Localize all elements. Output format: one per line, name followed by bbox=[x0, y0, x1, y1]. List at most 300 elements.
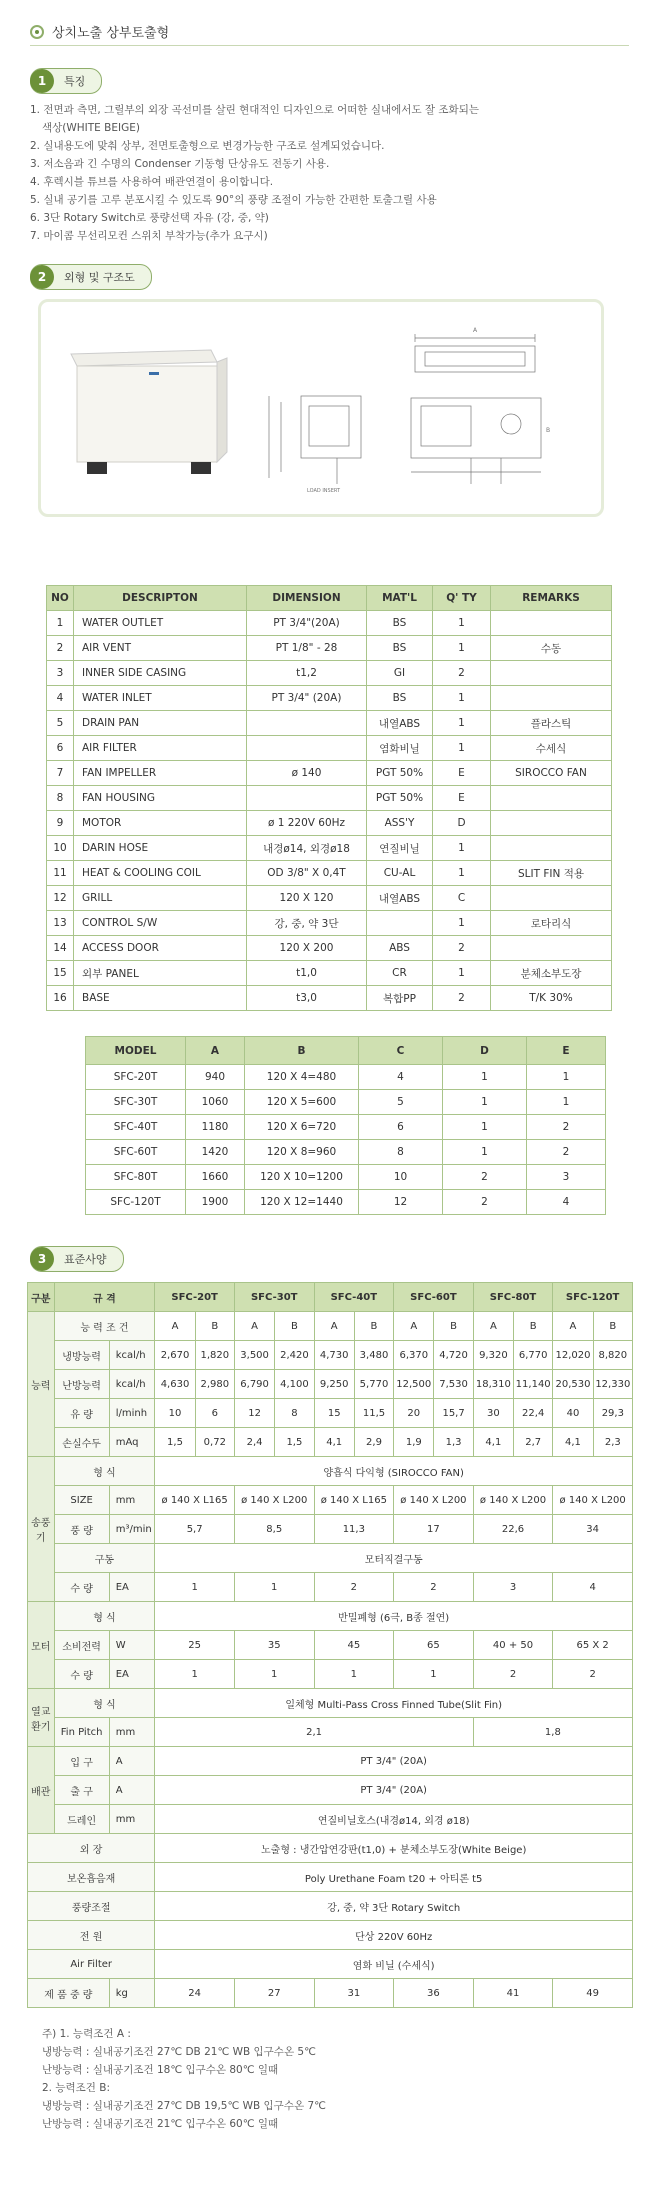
table-cell: 제 품 중 량 bbox=[28, 1979, 110, 2008]
table-cell: 6,790 bbox=[234, 1370, 274, 1399]
table-cell: GI bbox=[367, 661, 433, 686]
table-cell: 120 X 10=1200 bbox=[245, 1165, 359, 1190]
table-cell: 11,140 bbox=[514, 1370, 553, 1399]
table-cell: ø 1 220V 60Hz bbox=[247, 811, 367, 836]
table-cell: 형 식 bbox=[54, 1457, 155, 1486]
product-photo bbox=[71, 350, 227, 474]
table-cell: 15 bbox=[47, 961, 74, 986]
table-row bbox=[47, 761, 612, 786]
table-row bbox=[28, 1921, 633, 1950]
table-cell: Poly Urethane Foam t20 + 아티론 t5 bbox=[155, 1863, 633, 1892]
table-cell: 11,3 bbox=[314, 1515, 394, 1544]
table-row bbox=[28, 1863, 633, 1892]
column-header: Q' TY bbox=[433, 586, 491, 611]
table-cell: 16 bbox=[47, 986, 74, 1011]
table-cell: 17 bbox=[394, 1515, 474, 1544]
table-row bbox=[28, 1544, 633, 1573]
table-cell: 3 bbox=[47, 661, 74, 686]
table-cell: PT 3/4" (20A) bbox=[155, 1776, 633, 1805]
table-cell: BASE bbox=[74, 986, 247, 1011]
table-cell: 1 bbox=[443, 1140, 527, 1165]
column-header: B bbox=[245, 1037, 359, 1065]
table-cell: BS bbox=[367, 636, 433, 661]
table-cell: 2,670 bbox=[155, 1341, 195, 1370]
table-cell: B bbox=[275, 1312, 314, 1341]
table-cell: 소비전력 bbox=[54, 1631, 109, 1660]
table-cell: B bbox=[514, 1312, 553, 1341]
table-cell: 수동 bbox=[491, 636, 612, 661]
table-cell: 30 bbox=[473, 1399, 513, 1428]
table-cell: 수 량 bbox=[54, 1573, 109, 1602]
table-cell: 냉방능력 bbox=[54, 1341, 109, 1370]
note-line: 2. 능력조건 B: bbox=[42, 2082, 111, 2094]
table-cell: 2,1 bbox=[155, 1718, 473, 1747]
table-cell: 4 bbox=[47, 686, 74, 711]
table-row bbox=[28, 1515, 633, 1544]
table-cell: EA bbox=[109, 1660, 155, 1689]
table-cell: 양흡식 다익형 (SIROCCO FAN) bbox=[155, 1457, 633, 1486]
section-label: 외형 및 구조도 bbox=[64, 271, 135, 284]
table-row bbox=[28, 1341, 633, 1370]
table-cell: l/minh bbox=[109, 1399, 155, 1428]
table-cell: 65 bbox=[394, 1631, 474, 1660]
table-cell: PT 3/4"(20A) bbox=[247, 611, 367, 636]
table-cell: 9,320 bbox=[473, 1341, 513, 1370]
drawing-label-b: B bbox=[546, 427, 551, 434]
table-cell: 0,72 bbox=[195, 1428, 234, 1457]
table-cell: ø 140 bbox=[247, 761, 367, 786]
table-row bbox=[28, 1602, 633, 1631]
table-cell: BS bbox=[367, 686, 433, 711]
table-row bbox=[28, 1892, 633, 1921]
table-cell: WATER INLET bbox=[74, 686, 247, 711]
column-header: A bbox=[186, 1037, 245, 1065]
table-cell: ø 140 X L200 bbox=[553, 1486, 633, 1515]
table-row bbox=[28, 1399, 633, 1428]
note-line: 난방능력 : 실내공기조건 21℃ 입구수온 60℃ 일때 bbox=[42, 2118, 279, 2130]
drawing-label-a: A bbox=[473, 327, 478, 334]
table-cell: 1660 bbox=[186, 1165, 245, 1190]
table-row bbox=[47, 961, 612, 986]
table-row bbox=[47, 811, 612, 836]
table-cell: 12,330 bbox=[593, 1370, 632, 1399]
table-cell: 1 bbox=[433, 736, 491, 761]
table-row bbox=[28, 1283, 633, 1312]
table-cell: 10 bbox=[47, 836, 74, 861]
table-row bbox=[28, 1312, 633, 1341]
table-row bbox=[28, 1834, 633, 1863]
table-cell: 6 bbox=[47, 736, 74, 761]
table-cell: 10 bbox=[359, 1165, 443, 1190]
table-row bbox=[47, 986, 612, 1011]
column-header: DESCRIPTON bbox=[74, 586, 247, 611]
table-cell: 12 bbox=[234, 1399, 274, 1428]
table-cell: 구동 bbox=[54, 1544, 155, 1573]
section-drawing-heading bbox=[30, 264, 152, 290]
bullet-icon bbox=[30, 25, 44, 39]
table-cell: 1,820 bbox=[195, 1341, 234, 1370]
table-cell: SLIT FIN 적용 bbox=[491, 861, 612, 886]
table-cell: 1 bbox=[314, 1660, 394, 1689]
table-cell: 18,310 bbox=[473, 1370, 513, 1399]
table-cell: 35 bbox=[234, 1631, 314, 1660]
table-cell: 모터직결구동 bbox=[155, 1544, 633, 1573]
table-cell: t1,2 bbox=[247, 661, 367, 686]
table-cell: 4 bbox=[553, 1573, 633, 1602]
table-cell: E bbox=[433, 786, 491, 811]
table-cell: 41 bbox=[473, 1979, 553, 2008]
table-cell: 수세식 bbox=[491, 736, 612, 761]
table-cell: 보온흡음재 bbox=[28, 1863, 155, 1892]
table-cell: 2 bbox=[473, 1660, 553, 1689]
table-cell: 분체소부도장 bbox=[491, 961, 612, 986]
table-cell: 3,500 bbox=[234, 1341, 274, 1370]
table-cell: A bbox=[394, 1312, 434, 1341]
table-row bbox=[28, 1776, 633, 1805]
features-list bbox=[30, 101, 630, 245]
table-cell bbox=[491, 611, 612, 636]
table-cell: 6 bbox=[195, 1399, 234, 1428]
table-cell: 12 bbox=[47, 886, 74, 911]
table-cell: CONTROL S/W bbox=[74, 911, 247, 936]
table-cell: 13 bbox=[47, 911, 74, 936]
page-title-text: 상치노출 상부토출형 bbox=[52, 26, 170, 41]
table-cell: 1,8 bbox=[473, 1718, 632, 1747]
table-cell: INNER SIDE CASING bbox=[74, 661, 247, 686]
table-cell: kcal/h bbox=[109, 1370, 155, 1399]
table-row bbox=[47, 711, 612, 736]
table-cell: 15,7 bbox=[434, 1399, 473, 1428]
table-cell: C bbox=[433, 886, 491, 911]
unit-illustration bbox=[41, 302, 601, 514]
table-cell: 일체형 Multi-Pass Cross Finned Tube(Slit Fin) bbox=[155, 1689, 633, 1718]
table-cell bbox=[247, 786, 367, 811]
table-cell: 12 bbox=[359, 1190, 443, 1215]
table-cell bbox=[247, 711, 367, 736]
column-header: 규 격 bbox=[54, 1283, 155, 1312]
table-cell: SIROCCO FAN bbox=[491, 761, 612, 786]
table-cell: ABS bbox=[367, 936, 433, 961]
table-cell: T/K 30% bbox=[491, 986, 612, 1011]
table-row bbox=[28, 1660, 633, 1689]
table-cell: 2 bbox=[394, 1573, 474, 1602]
table-cell: 외 장 bbox=[28, 1834, 155, 1863]
table-cell: 24 bbox=[155, 1979, 235, 2008]
table-row bbox=[47, 836, 612, 861]
table-cell: 120 X 5=600 bbox=[245, 1090, 359, 1115]
table-row bbox=[28, 1805, 633, 1834]
table-cell: kg bbox=[109, 1979, 155, 2008]
table-cell: 1 bbox=[155, 1660, 235, 1689]
table-cell: 120 X 120 bbox=[247, 886, 367, 911]
table-cell: 8 bbox=[275, 1399, 314, 1428]
table-cell: ø 140 X L200 bbox=[394, 1486, 474, 1515]
page-title bbox=[30, 22, 169, 41]
section-features-heading bbox=[30, 68, 102, 94]
table-cell: 1180 bbox=[186, 1115, 245, 1140]
feature-item: 1. 전면과 측면, 그릴부의 외장 곡선미를 살린 현대적인 디자인으로 어떠한 실내에서도 잘 조화되는 bbox=[30, 104, 479, 116]
table-cell: 4,1 bbox=[473, 1428, 513, 1457]
table-cell: 반밀폐형 (6극, B종 절연) bbox=[155, 1602, 633, 1631]
table-cell: 1 bbox=[443, 1090, 527, 1115]
drawing-panel bbox=[38, 299, 604, 517]
table-cell: 12,500 bbox=[394, 1370, 434, 1399]
table-cell: 1,5 bbox=[275, 1428, 314, 1457]
table-cell: SFC-60T bbox=[86, 1140, 186, 1165]
table-cell: 1 bbox=[433, 861, 491, 886]
table-cell: GRILL bbox=[74, 886, 247, 911]
table-cell: 45 bbox=[314, 1631, 394, 1660]
table-cell: ø 140 X L165 bbox=[314, 1486, 394, 1515]
table-cell: 40 bbox=[553, 1399, 593, 1428]
table-cell: DARIN HOSE bbox=[74, 836, 247, 861]
parts-table bbox=[46, 585, 612, 1011]
table-cell: ASS'Y bbox=[367, 811, 433, 836]
table-cell: 1 bbox=[234, 1573, 314, 1602]
table-cell: 2,9 bbox=[354, 1428, 393, 1457]
table-cell: 6 bbox=[359, 1115, 443, 1140]
table-cell: 2,980 bbox=[195, 1370, 234, 1399]
table-cell: 120 X 8=960 bbox=[245, 1140, 359, 1165]
table-cell: A bbox=[553, 1312, 593, 1341]
table-row bbox=[47, 661, 612, 686]
table-cell: A bbox=[234, 1312, 274, 1341]
column-header: C bbox=[359, 1037, 443, 1065]
table-cell: 단상 220V 60Hz bbox=[155, 1921, 633, 1950]
table-row bbox=[47, 686, 612, 711]
table-cell: D bbox=[433, 811, 491, 836]
group-label: 능력 bbox=[28, 1312, 55, 1457]
table-cell: 4,730 bbox=[314, 1341, 354, 1370]
table-cell: ø 140 X L200 bbox=[473, 1486, 553, 1515]
table-cell: 10 bbox=[155, 1399, 195, 1428]
table-cell: 2,3 bbox=[593, 1428, 632, 1457]
table-cell: SIZE bbox=[54, 1486, 109, 1515]
table-cell: 1 bbox=[433, 961, 491, 986]
table-cell: 2 bbox=[47, 636, 74, 661]
table-cell: SFC-40T bbox=[86, 1115, 186, 1140]
table-row bbox=[28, 1979, 633, 2008]
table-cell: 4,720 bbox=[434, 1341, 473, 1370]
table-cell: B bbox=[354, 1312, 393, 1341]
divider bbox=[30, 45, 629, 46]
table-cell: 1 bbox=[433, 611, 491, 636]
column-header: E bbox=[527, 1037, 606, 1065]
table-cell: AIR FILTER bbox=[74, 736, 247, 761]
table-row bbox=[28, 1747, 633, 1776]
table-cell: 4 bbox=[359, 1065, 443, 1090]
table-cell: 2 bbox=[433, 986, 491, 1011]
table-cell: 유 량 bbox=[54, 1399, 109, 1428]
table-cell: 4,630 bbox=[155, 1370, 195, 1399]
table-cell bbox=[491, 661, 612, 686]
table-cell: 5 bbox=[359, 1090, 443, 1115]
table-cell: B bbox=[434, 1312, 473, 1341]
table-cell: CU-AL bbox=[367, 861, 433, 886]
table-cell: 1,9 bbox=[394, 1428, 434, 1457]
group-label: 모터 bbox=[28, 1602, 55, 1689]
table-cell: 3 bbox=[527, 1165, 606, 1190]
feature-item: 4. 후렉시블 튜브를 사용하여 배관연결이 용이합니다. bbox=[30, 176, 274, 188]
table-cell: 1 bbox=[433, 711, 491, 736]
table-cell: 1 bbox=[47, 611, 74, 636]
table-cell: 65 X 2 bbox=[553, 1631, 633, 1660]
table-cell: 22,6 bbox=[473, 1515, 553, 1544]
table-cell: SFC-20T bbox=[86, 1065, 186, 1090]
table-cell bbox=[247, 736, 367, 761]
table-cell: t1,0 bbox=[247, 961, 367, 986]
column-header: SFC-60T bbox=[394, 1283, 474, 1312]
table-cell: 풍량조절 bbox=[28, 1892, 155, 1921]
table-cell: Fin Pitch bbox=[54, 1718, 109, 1747]
table-row bbox=[86, 1115, 606, 1140]
table-cell: E bbox=[433, 761, 491, 786]
column-header: REMARKS bbox=[491, 586, 612, 611]
table-cell: 7,530 bbox=[434, 1370, 473, 1399]
table-cell: 연질비닐호스(내경ø14, 외경 ø18) bbox=[155, 1805, 633, 1834]
table-row bbox=[28, 1370, 633, 1399]
table-cell: 1 bbox=[443, 1065, 527, 1090]
table-cell: 36 bbox=[394, 1979, 474, 2008]
table-cell: EA bbox=[109, 1573, 155, 1602]
table-row bbox=[28, 1457, 633, 1486]
table-cell: 940 bbox=[186, 1065, 245, 1090]
table-cell: 4,1 bbox=[314, 1428, 354, 1457]
table-cell: 강, 중, 약 3단 bbox=[247, 911, 367, 936]
table-row bbox=[28, 1689, 633, 1718]
table-cell: 9,250 bbox=[314, 1370, 354, 1399]
table-cell: 형 식 bbox=[54, 1689, 155, 1718]
table-cell: CR bbox=[367, 961, 433, 986]
feature-item: 6. 3단 Rotary Switch로 풍량선택 자유 (강, 중, 약) bbox=[30, 212, 269, 224]
table-cell bbox=[491, 686, 612, 711]
table-row bbox=[47, 736, 612, 761]
table-header-row bbox=[86, 1037, 606, 1065]
table-cell: 1 bbox=[433, 836, 491, 861]
table-cell: 플라스틱 bbox=[491, 711, 612, 736]
table-cell: 6,370 bbox=[394, 1341, 434, 1370]
model-table bbox=[85, 1036, 606, 1215]
table-cell: 8 bbox=[359, 1140, 443, 1165]
table-cell: 1 bbox=[234, 1660, 314, 1689]
table-cell: 2 bbox=[527, 1140, 606, 1165]
table-cell: 외부 PANEL bbox=[74, 961, 247, 986]
feature-item: 색상(WHITE BEIGE) bbox=[42, 122, 140, 134]
table-cell: FAN IMPELLER bbox=[74, 761, 247, 786]
section-spec-heading bbox=[30, 1246, 124, 1272]
table-cell bbox=[491, 936, 612, 961]
table-cell: 연질비닐 bbox=[367, 836, 433, 861]
table-row bbox=[86, 1065, 606, 1090]
feature-item: 2. 실내용도에 맞춰 상부, 전면토출형으로 변경가능한 구조로 설계되었습니다. bbox=[30, 140, 385, 152]
table-cell: mm bbox=[109, 1805, 155, 1834]
table-cell: WATER OUTLET bbox=[74, 611, 247, 636]
note-line: 난방능력 : 실내공기조건 18℃ 입구수온 80℃ 일때 bbox=[42, 2064, 279, 2076]
table-cell: 15 bbox=[314, 1399, 354, 1428]
table-cell: PT 3/4" (20A) bbox=[155, 1747, 633, 1776]
table-row bbox=[47, 786, 612, 811]
table-cell: 2 bbox=[527, 1115, 606, 1140]
table-cell: PT 1/8" - 28 bbox=[247, 636, 367, 661]
section-number: 2 bbox=[30, 265, 54, 289]
table-cell: mm bbox=[109, 1486, 155, 1515]
table-cell: 1420 bbox=[186, 1140, 245, 1165]
table-cell: m³/min bbox=[109, 1515, 155, 1544]
table-cell bbox=[491, 836, 612, 861]
table-cell: 4,1 bbox=[553, 1428, 593, 1457]
table-cell: ACCESS DOOR bbox=[74, 936, 247, 961]
table-cell: 11,5 bbox=[354, 1399, 393, 1428]
table-cell: 20 bbox=[394, 1399, 434, 1428]
table-cell: W bbox=[109, 1631, 155, 1660]
table-cell: 입 구 bbox=[54, 1747, 109, 1776]
table-cell: 11 bbox=[47, 861, 74, 886]
table-cell: ø 140 X L165 bbox=[155, 1486, 235, 1515]
table-cell: FAN HOUSING bbox=[74, 786, 247, 811]
table-cell: AIR VENT bbox=[74, 636, 247, 661]
group-label: 열교환기 bbox=[28, 1689, 55, 1747]
table-cell: 능 력 조 건 bbox=[54, 1312, 155, 1341]
table-cell: A bbox=[109, 1776, 155, 1805]
table-row bbox=[28, 1573, 633, 1602]
table-cell: 4,100 bbox=[275, 1370, 314, 1399]
table-cell: 120 X 6=720 bbox=[245, 1115, 359, 1140]
spec-table bbox=[27, 1282, 633, 2008]
table-cell: 출 구 bbox=[54, 1776, 109, 1805]
table-cell: 염화비닐 bbox=[367, 736, 433, 761]
table-cell: 강, 중, 약 3단 Rotary Switch bbox=[155, 1892, 633, 1921]
table-row bbox=[28, 1486, 633, 1515]
table-cell: 1 bbox=[433, 686, 491, 711]
table-cell: 1 bbox=[394, 1660, 474, 1689]
table-cell: 손실수두 bbox=[54, 1428, 109, 1457]
table-cell: 드레인 bbox=[54, 1805, 109, 1834]
table-cell: MOTOR bbox=[74, 811, 247, 836]
table-cell: OD 3/8" X 0,4T bbox=[247, 861, 367, 886]
table-cell: 9 bbox=[47, 811, 74, 836]
table-cell: 12,020 bbox=[553, 1341, 593, 1370]
section-label: 표준사양 bbox=[64, 1253, 107, 1266]
table-cell: 1 bbox=[527, 1065, 606, 1090]
table-cell: ø 140 X L200 bbox=[234, 1486, 314, 1515]
group-label: 송풍기 bbox=[28, 1457, 55, 1602]
table-cell: 2 bbox=[433, 661, 491, 686]
table-cell: 120 X 4=480 bbox=[245, 1065, 359, 1090]
table-cell bbox=[491, 786, 612, 811]
table-cell: 25 bbox=[155, 1631, 235, 1660]
table-row bbox=[86, 1090, 606, 1115]
table-cell: 내경ø14, 외경ø18 bbox=[247, 836, 367, 861]
table-cell: 2 bbox=[443, 1165, 527, 1190]
table-cell: HEAT & COOLING COIL bbox=[74, 861, 247, 886]
table-cell: 120 X 12=1440 bbox=[245, 1190, 359, 1215]
table-cell: 풍 량 bbox=[54, 1515, 109, 1544]
table-row bbox=[47, 861, 612, 886]
column-header: SFC-40T bbox=[314, 1283, 394, 1312]
table-cell: SFC-120T bbox=[86, 1190, 186, 1215]
table-cell: 2 bbox=[443, 1190, 527, 1215]
table-cell: 수 량 bbox=[54, 1660, 109, 1689]
notes bbox=[42, 2025, 326, 2133]
table-cell: 7 bbox=[47, 761, 74, 786]
column-header: SFC-120T bbox=[553, 1283, 633, 1312]
table-cell: 3,480 bbox=[354, 1341, 393, 1370]
table-row bbox=[28, 1428, 633, 1457]
table-row bbox=[47, 936, 612, 961]
table-cell: B bbox=[195, 1312, 234, 1341]
table-cell: 1,3 bbox=[434, 1428, 473, 1457]
table-cell: 22,4 bbox=[514, 1399, 553, 1428]
